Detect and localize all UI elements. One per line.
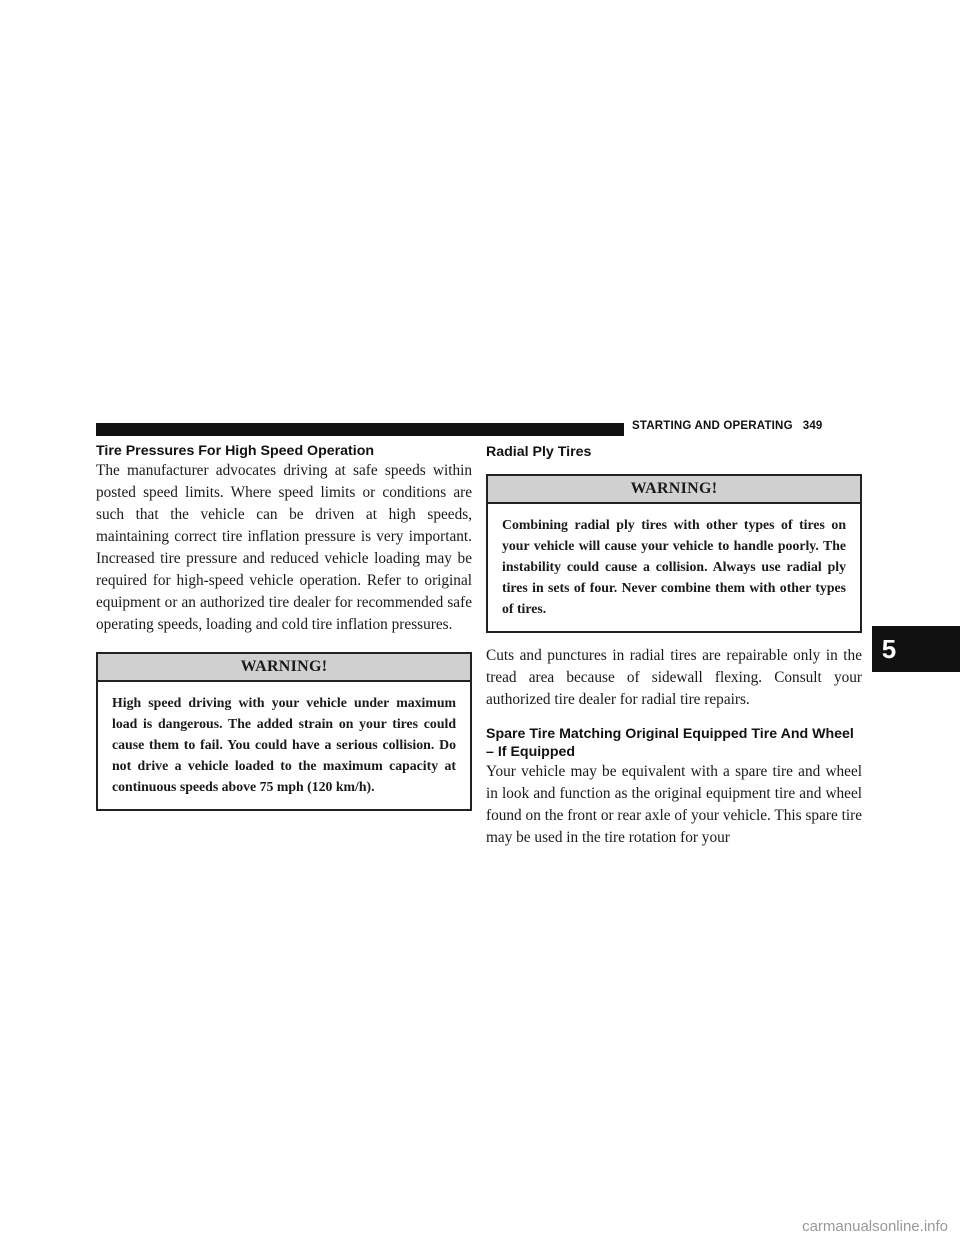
warning-box [486,474,862,633]
section-heading-spare-tire: Spare Tire Matching Original Equipped Tire And Wheel – If Equipped [486,726,854,760]
right-column [486,442,862,849]
section-heading-radial: Radial Ply Tires [486,444,592,460]
warning-title: WARNING! [98,654,470,682]
running-header [632,420,823,432]
warning-text: High speed driving with your vehicle under maximum load is dangerous. The added strain on your tires could cause them to fail. You could have a serious collision. Do not drive a vehicle loaded to the maximum capacity at continuous speeds above 75 mph (120 km/h). [112,695,456,794]
section-heading-high-speed: Tire Pressures For High Speed Operation [96,443,375,459]
body-paragraph: The manufacturer advocates driving at safe speeds within posted speed limits. Where speed limits or conditions are such that the vehicle can be driven at high speeds, maintaining correct tire inflation pressure is very important. Increased tire pressure and reduced vehicle loading may be required for high-speed vehicle operation. Refer to original equipment or an authorized tire dealer for recommended safe operating speeds, loading and cold tire inflation pressures. [96,462,472,633]
watermark: carmanualsonline.info [802,1218,948,1235]
chapter-tab-number: 5 [881,634,897,664]
body-paragraph: Cuts and punctures in radial tires are repairable only in the tread area because of sidewall flexing. Consult your authorized tire dealer for radial tire repairs. [486,647,862,708]
warning-title: WARNING! [488,476,860,504]
body-paragraph: Your vehicle may be equivalent with a spare tire and wheel in look and function as the original equipment tire and wheel found on the front or rear axle of your vehicle. This spare tire may be used in the tire rotation for your [486,763,862,846]
warning-text: Combining radial ply tires with other types of tires on your vehicle will cause your vehicle to handle poorly. The instability could cause a collision. Always use radial ply tires in sets of four. Never combine them with other types of tires. [502,517,846,616]
section-title: STARTING AND OPERATING [632,420,793,432]
left-column [96,442,472,811]
page-number: 349 [802,420,823,432]
header-rule [96,423,624,436]
warning-box [96,652,472,811]
